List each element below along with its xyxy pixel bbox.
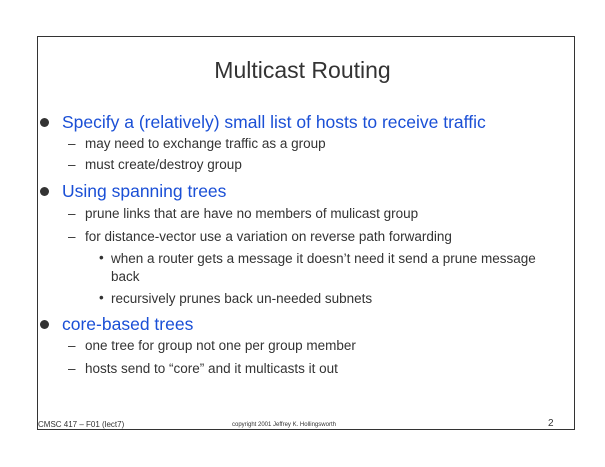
dash-icon: – [68,229,76,244]
dash-icon: – [68,206,76,221]
bullet-dot-icon [40,187,49,196]
dash-icon: – [68,136,76,151]
footer-course: CMSC 417 – F01 (lect7) [38,420,125,429]
dash-icon: – [68,338,76,353]
small-bullet-icon: • [99,290,104,305]
page-number: 2 [548,418,554,429]
dash-icon: – [68,361,76,376]
slide-content: Specify a (relatively) small list of hosts to receive traffic – may need to exchange traffic as a group – must create/destroy group Using spanning trees – prune links that are have no members of mulicast group – for distance-vector use a variation on reverse path forwarding • when a router gets a message it doesn’t need it send a prune message back • recursively prunes back un-needed subnets core-based trees – one tree for group not one per group member – hosts send to “core” and it multicasts it out [0,0,605,467]
dash-icon: – [68,157,76,172]
footer-copyright: copyright 2001 Jeffrey K. Hollingsworth [232,422,336,428]
small-bullet-icon: • [99,250,104,265]
slide-title: Multicast Routing [214,57,391,83]
bullet-dot-icon [40,118,49,127]
bullet-dot-icon [40,320,49,329]
